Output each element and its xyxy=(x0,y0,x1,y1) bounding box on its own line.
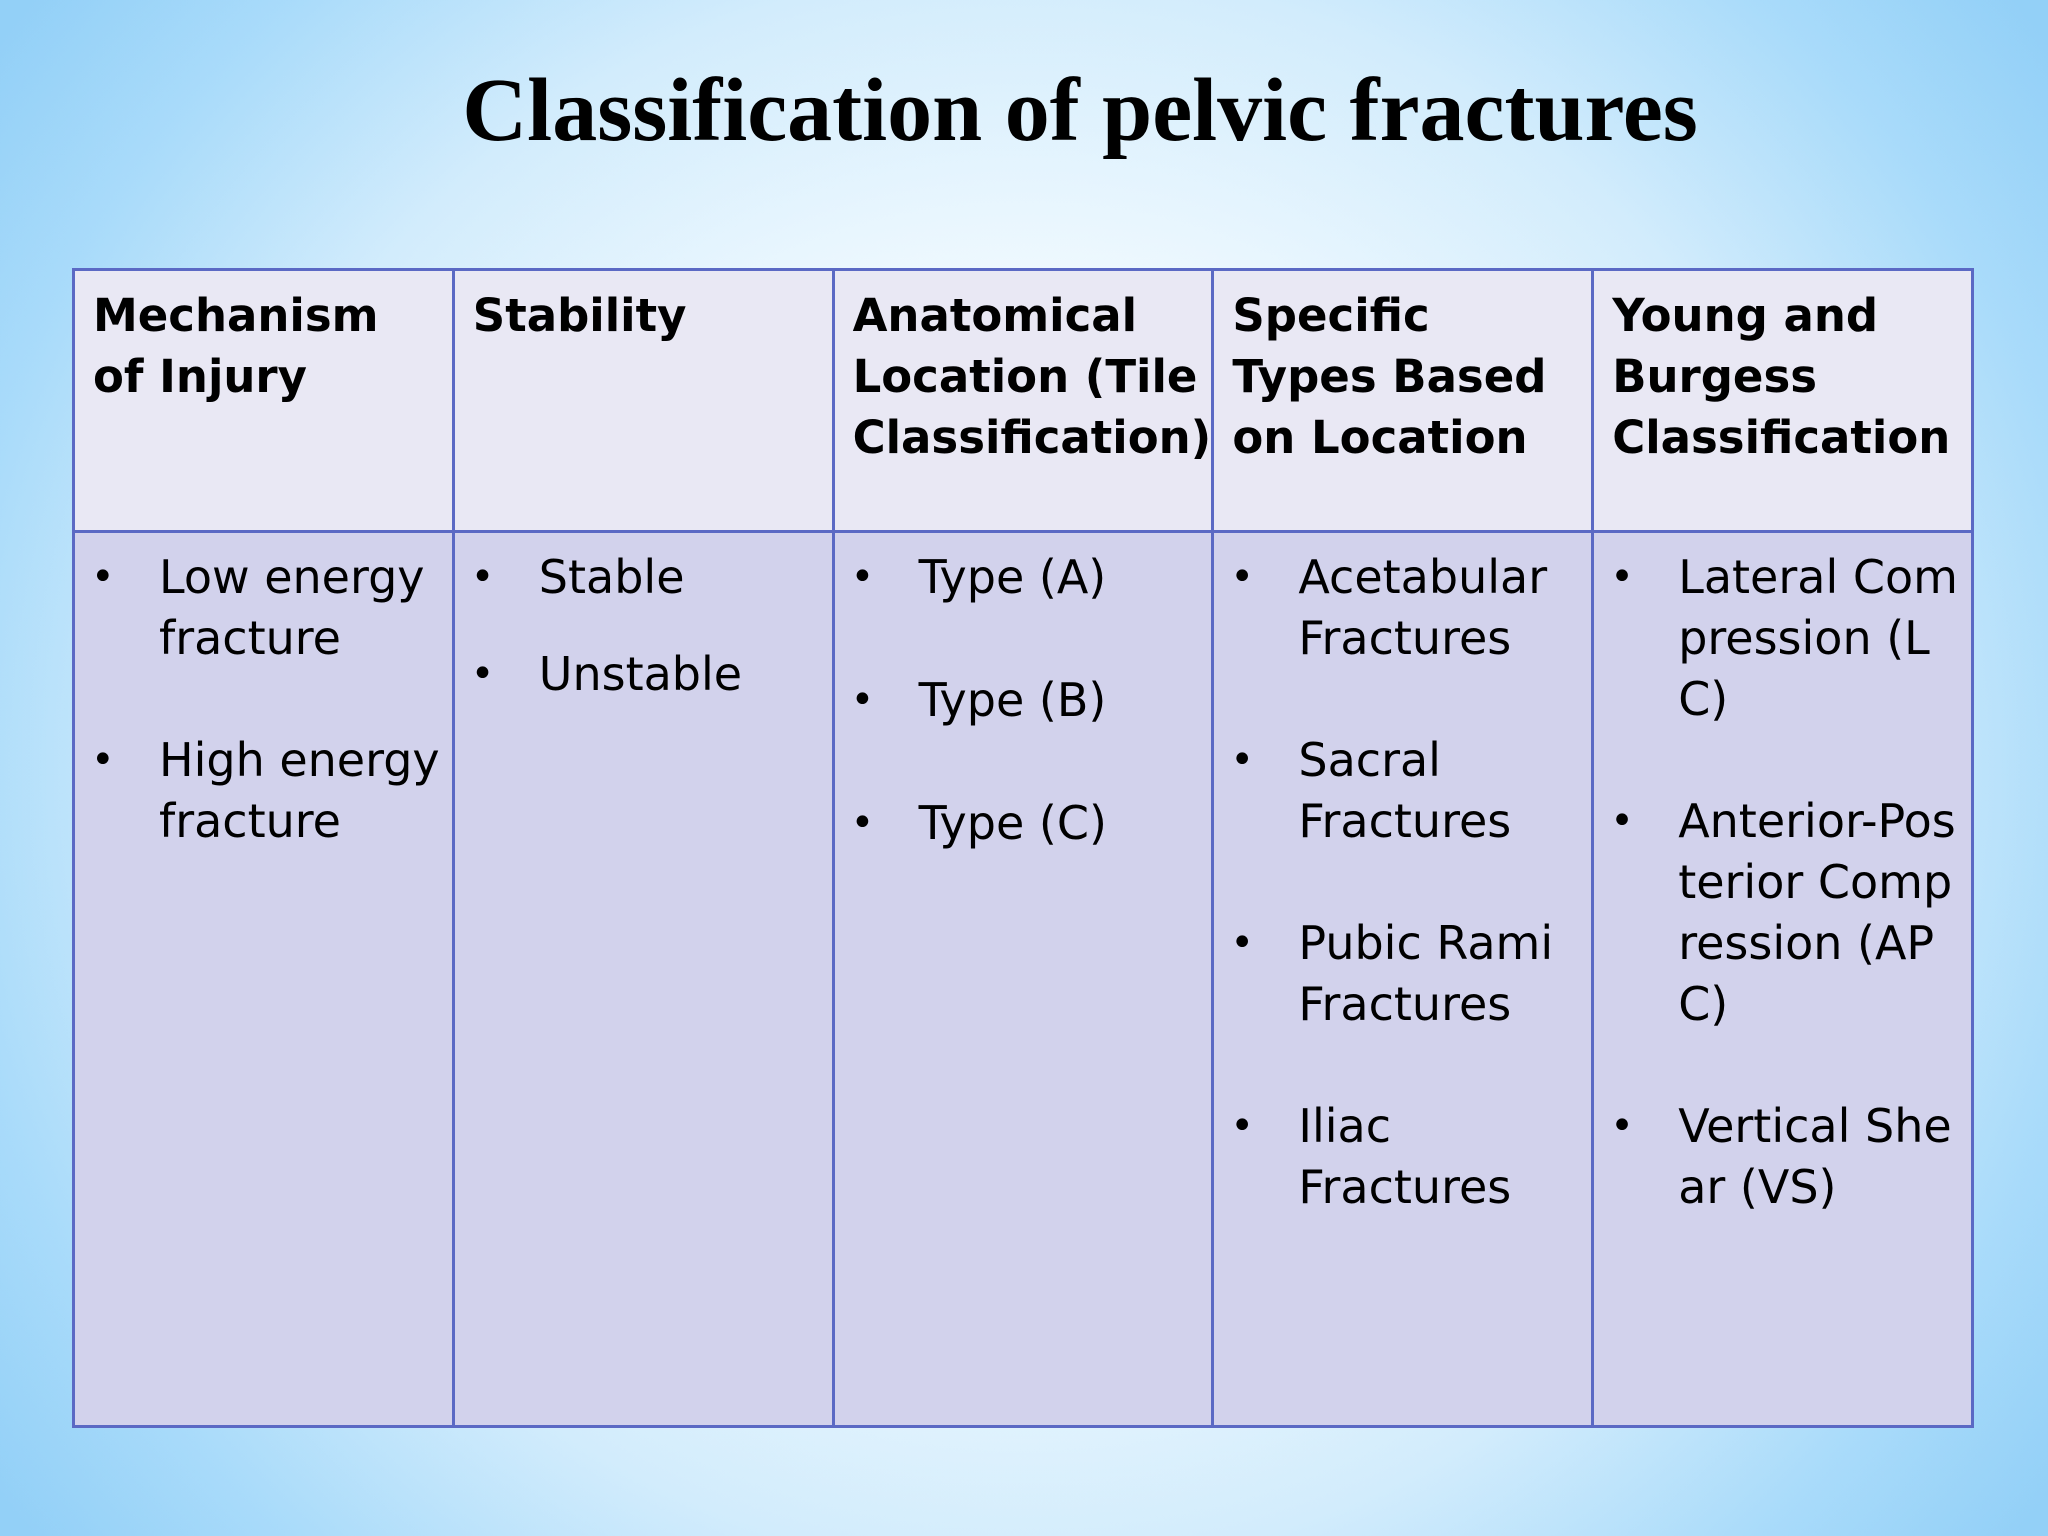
bullet-list xyxy=(847,547,1204,854)
list-item-text: Vertical Shear (VS) xyxy=(1678,1099,1952,1214)
cell-anatomical-location xyxy=(833,532,1213,1427)
bullet-icon: • xyxy=(1230,737,1254,783)
cell-young-and-burgess xyxy=(1593,532,1973,1427)
list-item-text: Type (A) xyxy=(918,550,1107,604)
list-item-text: Acetabular Fractures xyxy=(1298,550,1548,665)
table-header-row xyxy=(74,270,1973,532)
classification-table-container xyxy=(72,268,1974,1428)
list-item-text: Iliac Fractures xyxy=(1298,1099,1512,1214)
bullet-icon: • xyxy=(850,554,875,600)
slide-title: Classification of pelvic fractures xyxy=(462,61,1698,160)
list-item xyxy=(1606,1096,1963,1218)
list-item xyxy=(847,793,1204,854)
bullet-icon: • xyxy=(1610,1103,1634,1149)
cell-specific-types xyxy=(1213,532,1593,1427)
list-item-text: Type (B) xyxy=(918,673,1107,727)
list-item xyxy=(1226,547,1583,669)
list-item xyxy=(87,730,444,852)
list-item-text: Unstable xyxy=(538,647,743,701)
cell-mechanism-of-injury xyxy=(74,532,454,1427)
bullet-icon: • xyxy=(91,737,115,783)
bullet-icon: • xyxy=(1230,1103,1254,1149)
header-anatomical-location: Anatomical Location (Tile Classification) xyxy=(833,270,1213,532)
bullet-icon: • xyxy=(1230,920,1254,966)
table-body-row xyxy=(74,532,1973,1427)
bullet-icon: • xyxy=(1610,798,1634,844)
list-item-text: Type (C) xyxy=(918,796,1107,850)
list-item-text: Sacral Fractures xyxy=(1298,733,1512,848)
list-item-text: Lateral Compression (LC) xyxy=(1678,550,1958,726)
header-young-and-burgess: Young and Burgess Classification xyxy=(1593,270,1973,532)
bullet-list xyxy=(467,547,824,705)
list-item-text: Pubic Rami Fractures xyxy=(1298,916,1554,1031)
bullet-icon: • xyxy=(91,554,115,600)
bullet-list xyxy=(87,547,444,852)
list-item xyxy=(467,547,824,608)
list-item-text: Anterior-Posterior Compression (APC) xyxy=(1678,794,1956,1031)
list-item-text: Stable xyxy=(538,550,685,604)
list-item xyxy=(847,547,1204,608)
classification-table xyxy=(72,268,1974,1428)
header-stability: Stability xyxy=(453,270,833,532)
list-item xyxy=(1226,1096,1583,1218)
bullet-icon: • xyxy=(1230,554,1254,600)
bullet-list xyxy=(1606,547,1963,1218)
bullet-icon: • xyxy=(470,554,495,600)
bullet-list xyxy=(1226,547,1583,1218)
header-specific-types: Specific Types Based on Location xyxy=(1213,270,1593,532)
bullet-icon: • xyxy=(470,651,495,697)
list-item xyxy=(1226,913,1583,1035)
list-item-text: High energy fracture xyxy=(159,733,440,848)
bullet-icon: • xyxy=(1610,554,1634,600)
bullet-icon: • xyxy=(850,800,875,846)
list-item xyxy=(847,670,1204,731)
list-item xyxy=(1226,730,1583,852)
list-item xyxy=(1606,791,1963,1035)
cell-stability xyxy=(453,532,833,1427)
list-item xyxy=(87,547,444,669)
list-item-text: Low energy fracture xyxy=(159,550,425,665)
list-item xyxy=(467,644,824,705)
list-item xyxy=(1606,547,1963,730)
header-mechanism-of-injury: Mechanism of Injury xyxy=(74,270,454,532)
bullet-icon: • xyxy=(850,677,875,723)
